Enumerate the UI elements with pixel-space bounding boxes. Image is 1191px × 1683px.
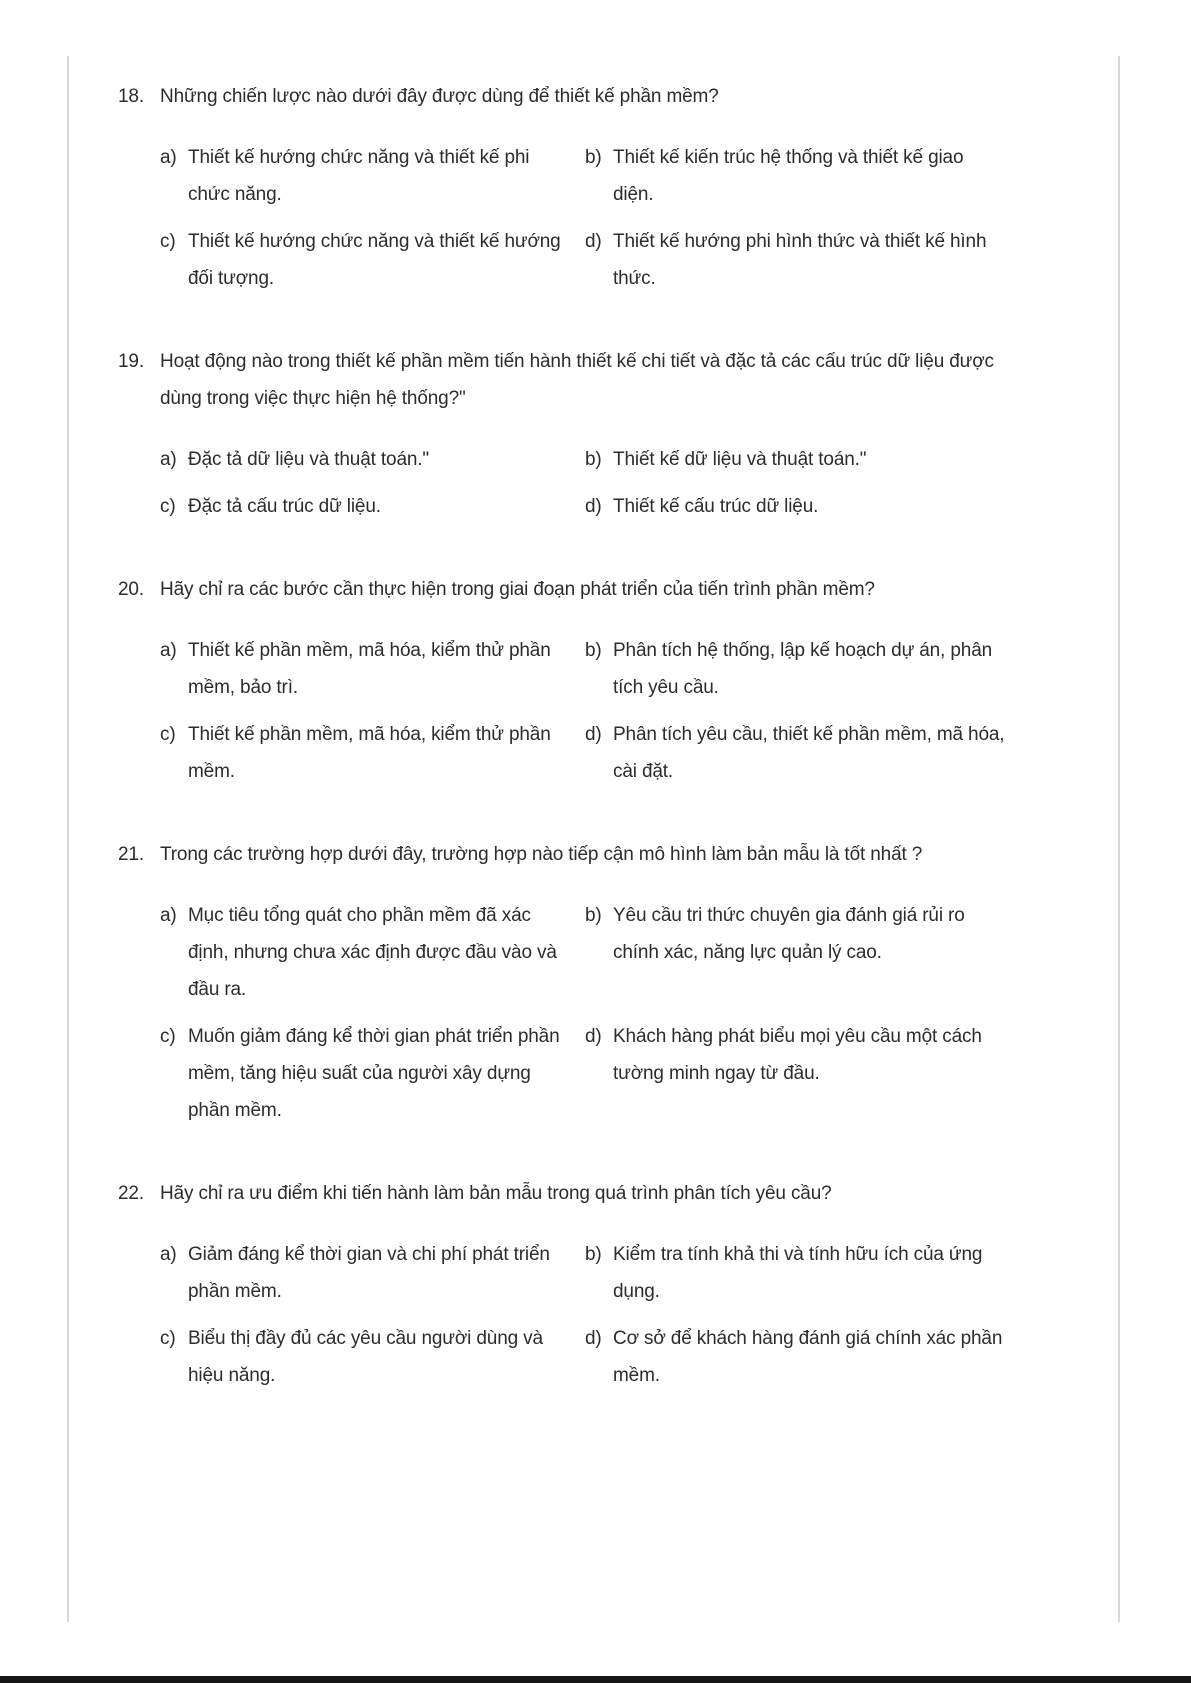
option-letter: a): [160, 449, 177, 470]
option-letter: c): [160, 496, 176, 517]
options-grid: [160, 441, 1191, 525]
question-item: [0, 571, 1191, 790]
option-c: [160, 1320, 585, 1394]
question-number: 22.: [118, 1183, 144, 1204]
option-letter: d): [585, 231, 602, 252]
option-letter: c): [160, 724, 176, 745]
question-heading: [0, 343, 1191, 417]
question-text: Hoạt động nào trong thiết kế phần mềm tiến hành thiết kế chi tiết và đặc tả các cấu trúc dữ liệu được dùng trong việc thực hiện hệ thống?": [160, 351, 994, 409]
option-b: [585, 139, 1015, 213]
option-letter: a): [160, 147, 177, 168]
option-a: [160, 1236, 585, 1310]
option-c: [160, 1018, 585, 1129]
option-c: [160, 223, 585, 297]
option-letter: a): [160, 905, 177, 926]
option-b: [585, 441, 1015, 478]
option-letter: b): [585, 640, 602, 661]
question-heading: [0, 571, 1191, 608]
option-text: Thiết kế phần mềm, mã hóa, kiểm thử phần mềm.: [188, 724, 551, 782]
option-text: Cơ sở để khách hàng đánh giá chính xác phần mềm.: [613, 1328, 1003, 1386]
option-c: [160, 488, 585, 525]
option-a: [160, 897, 585, 1008]
question-item: [0, 836, 1191, 1129]
options-grid: [160, 139, 1191, 297]
option-d: [585, 1320, 1015, 1394]
option-b: [585, 897, 1015, 1008]
question-text: Những chiến lược nào dưới đây được dùng để thiết kế phần mềm?: [160, 86, 719, 107]
option-text: Khách hàng phát biểu mọi yêu cầu một cách tường minh ngay từ đầu.: [613, 1026, 982, 1084]
option-text: Thiết kế kiến trúc hệ thống và thiết kế giao diện.: [613, 147, 964, 205]
question-text: Hãy chỉ ra các bước cần thực hiện trong giai đoạn phát triển của tiến trình phần mềm?: [160, 579, 875, 600]
option-letter: c): [160, 231, 176, 252]
option-d: [585, 716, 1015, 790]
option-text: Muốn giảm đáng kể thời gian phát triển phần mềm, tăng hiệu suất của người xây dựng phần mềm.: [188, 1026, 560, 1121]
option-text: Giảm đáng kể thời gian và chi phí phát triển phần mềm.: [188, 1244, 550, 1302]
question-number: 18.: [118, 86, 144, 107]
option-letter: d): [585, 1328, 602, 1349]
option-b: [585, 632, 1015, 706]
question-number: 19.: [118, 351, 144, 372]
option-text: Biểu thị đầy đủ các yêu cầu người dùng và hiệu năng.: [188, 1328, 543, 1386]
option-text: Kiểm tra tính khả thi và tính hữu ích của ứng dụng.: [613, 1244, 983, 1302]
option-text: Thiết kế hướng chức năng và thiết kế phi chức năng.: [188, 147, 530, 205]
question-heading: [0, 78, 1191, 115]
option-text: Thiết kế phần mềm, mã hóa, kiểm thử phần mềm, bảo trì.: [188, 640, 551, 698]
option-letter: a): [160, 1244, 177, 1265]
option-a: [160, 139, 585, 213]
option-text: Yêu cầu tri thức chuyên gia đánh giá rủi ro chính xác, năng lực quản lý cao.: [613, 905, 965, 963]
option-a: [160, 441, 585, 478]
question-item: [0, 1175, 1191, 1394]
option-text: Thiết kế hướng chức năng và thiết kế hướng đối tượng.: [188, 231, 561, 289]
question-number: 20.: [118, 579, 144, 600]
options-grid: [160, 1236, 1191, 1394]
option-letter: a): [160, 640, 177, 661]
question-item: [0, 343, 1191, 525]
option-letter: b): [585, 905, 602, 926]
question-heading: [0, 1175, 1191, 1212]
option-letter: b): [585, 147, 602, 168]
option-letter: d): [585, 496, 602, 517]
option-letter: b): [585, 1244, 602, 1265]
option-c: [160, 716, 585, 790]
option-text: Thiết kế cấu trúc dữ liệu.: [613, 496, 819, 517]
option-text: Phân tích hệ thống, lập kế hoạch dự án, phân tích yêu cầu.: [613, 640, 993, 698]
question-text: Trong các trường hợp dưới đây, trường hợp nào tiếp cận mô hình làm bản mẫu là tốt nhất ?: [160, 844, 923, 865]
option-text: Thiết kế dữ liệu và thuật toán.": [613, 449, 867, 470]
option-d: [585, 223, 1015, 297]
option-b: [585, 1236, 1015, 1310]
option-d: [585, 1018, 1015, 1129]
option-text: Thiết kế hướng phi hình thức và thiết kế hình thức.: [613, 231, 987, 289]
question-number: 21.: [118, 844, 144, 865]
question-heading: [0, 836, 1191, 873]
page-bottom-separator: [0, 1676, 1191, 1683]
option-text: Đặc tả cấu trúc dữ liệu.: [188, 496, 381, 517]
question-item: [0, 78, 1191, 297]
option-letter: c): [160, 1026, 176, 1047]
option-d: [585, 488, 1015, 525]
option-letter: d): [585, 724, 602, 745]
option-text: Phân tích yêu cầu, thiết kế phần mềm, mã hóa, cài đặt.: [613, 724, 1005, 782]
option-letter: d): [585, 1026, 602, 1047]
option-text: Đặc tả dữ liệu và thuật toán.": [188, 449, 429, 470]
question-text: Hãy chỉ ra ưu điểm khi tiến hành làm bản mẫu trong quá trình phân tích yêu cầu?: [160, 1183, 832, 1204]
options-grid: [160, 897, 1191, 1129]
option-letter: b): [585, 449, 602, 470]
options-grid: [160, 632, 1191, 790]
option-letter: c): [160, 1328, 176, 1349]
option-text: Mục tiêu tổng quát cho phần mềm đã xác định, nhưng chưa xác định được đầu vào và đầu ra.: [188, 905, 557, 1000]
option-a: [160, 632, 585, 706]
